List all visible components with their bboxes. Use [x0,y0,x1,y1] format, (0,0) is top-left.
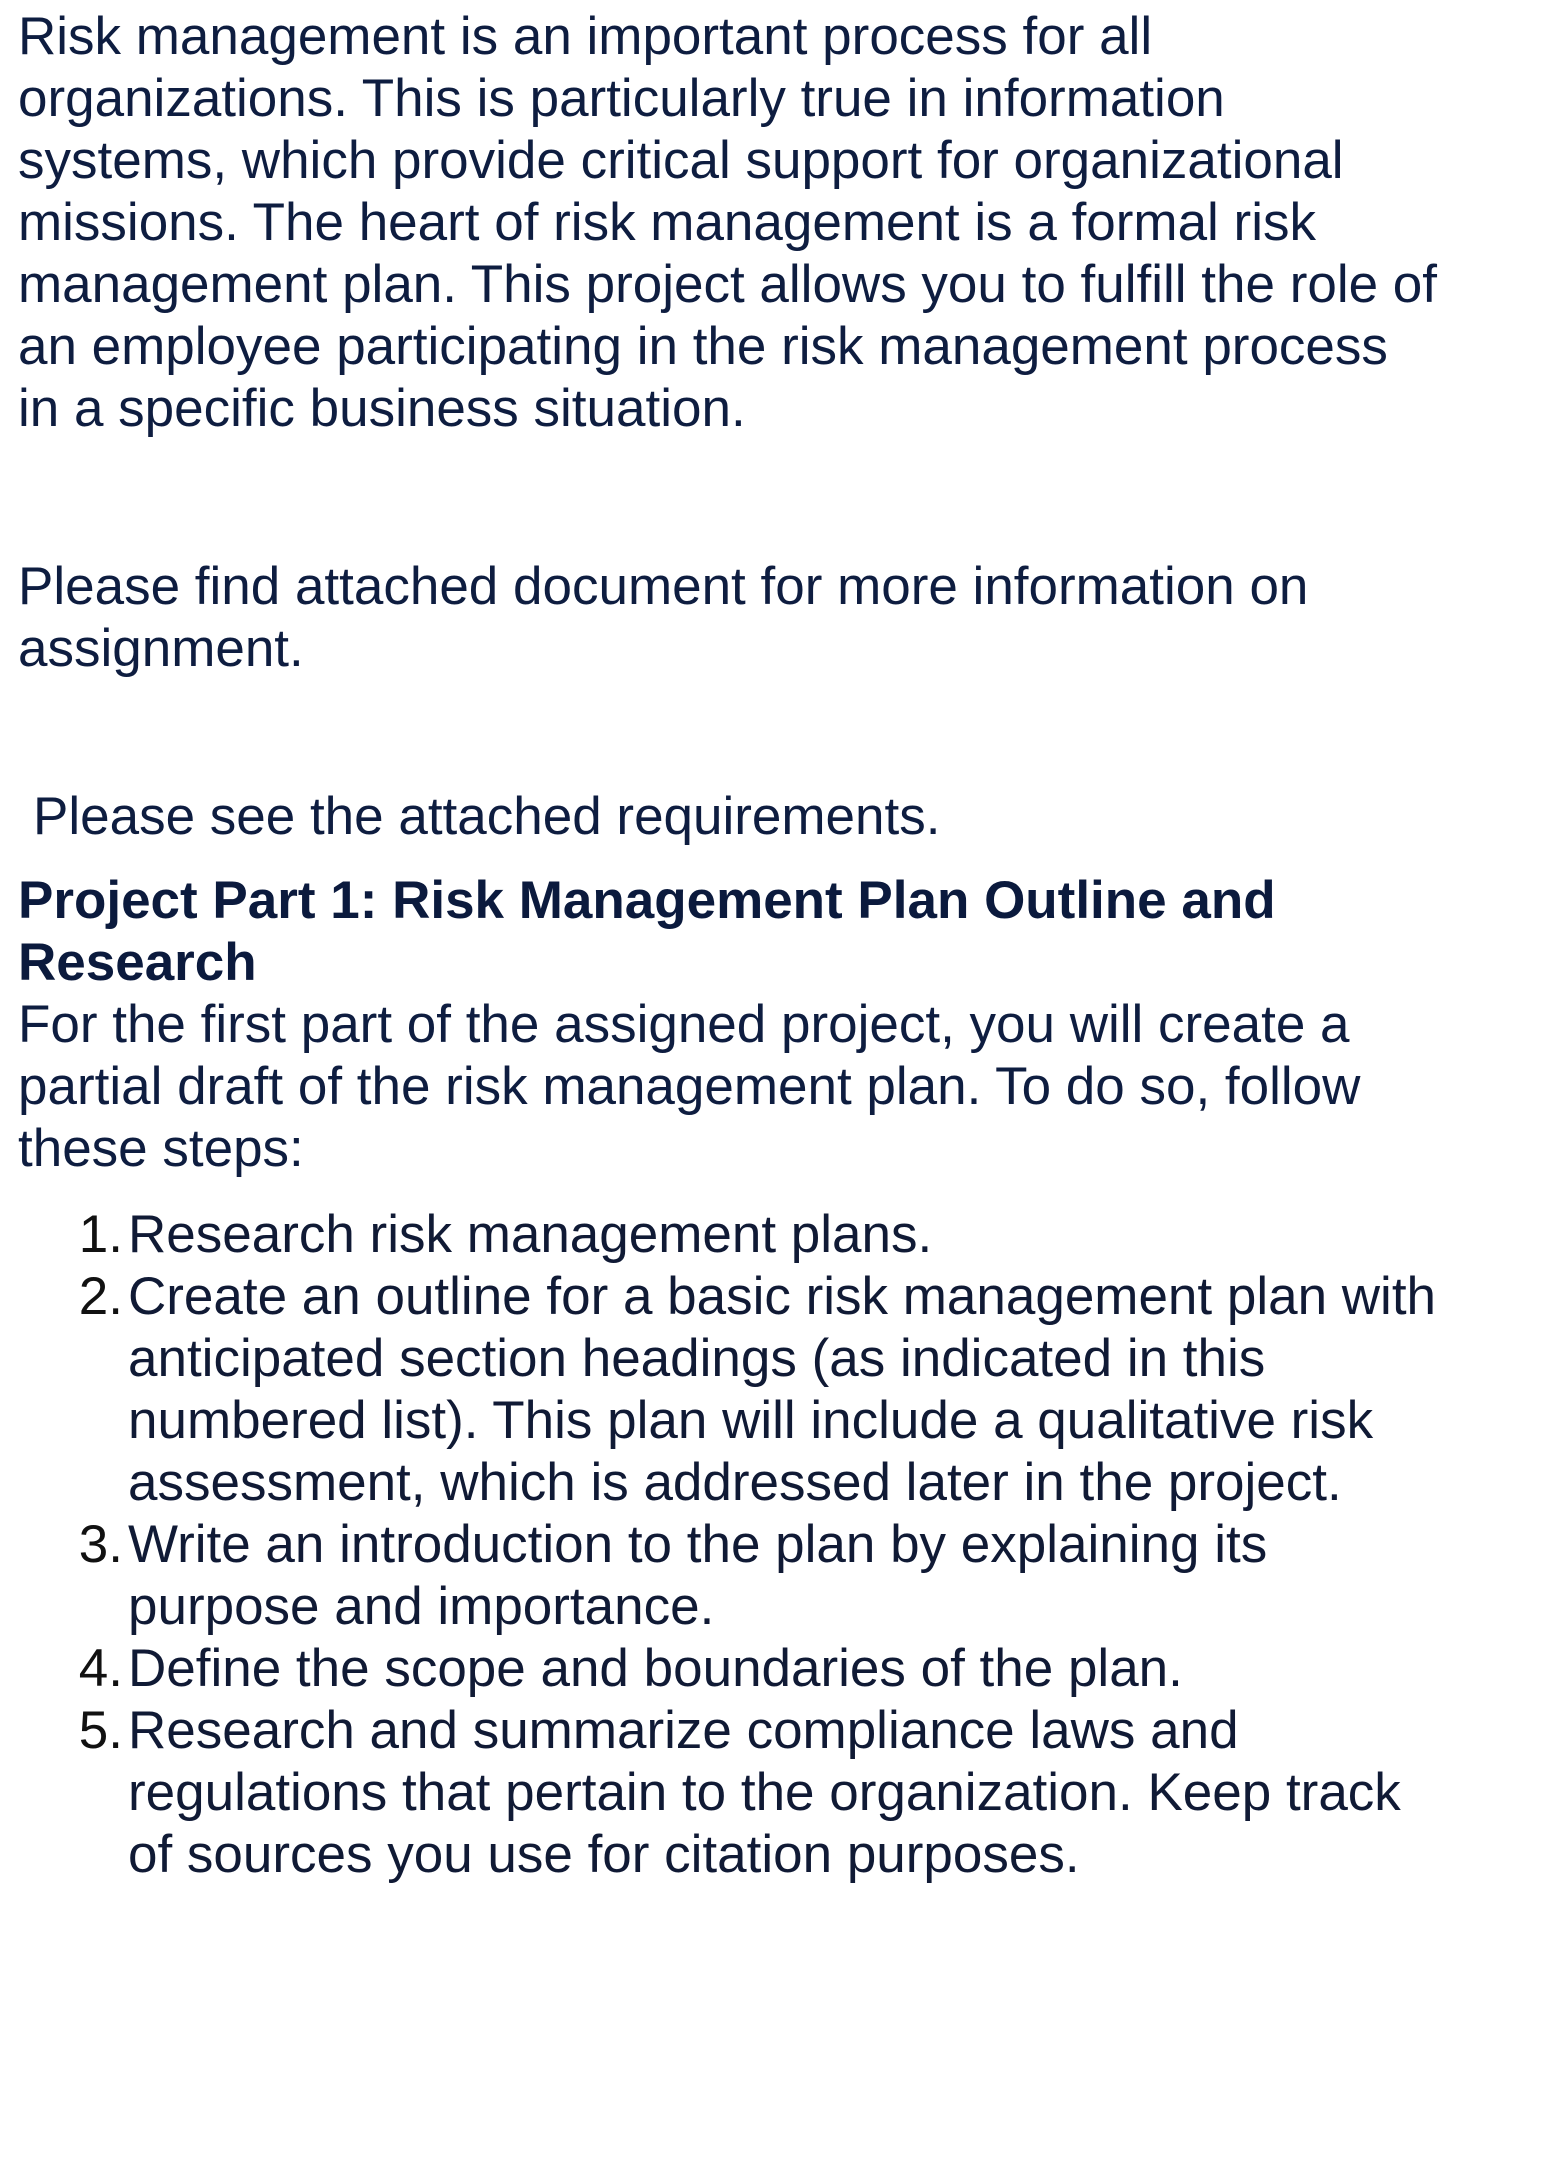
section-heading: Project Part 1: Risk Management Plan Outline and Research [18,871,1276,992]
list-item [18,1204,1438,1266]
intro-paragraph: Risk management is an important process for all organizations. This is particularly true in information systems, which provide critical support for organizational missions. The heart of risk management is a formal risk management plan. This project allows you to fulfill the role of an employee participating in the risk management process in a specific business situation. [18,7,1437,438]
section-intro-paragraph: For the first part of the assigned project, you will create a partial draft of the risk management plan. To do so, follow these steps: [18,995,1361,1178]
steps-list [18,1204,1438,1886]
requirements-note: Please see the attached requirements. [33,787,941,846]
list-item-number: 5. [78,1701,123,1760]
list-item-text: Write an introduction to the plan by explaining its purpose and importance. [128,1515,1268,1636]
list-item-number: 4. [78,1639,123,1698]
list-item-text: Research risk management plans. [128,1205,933,1264]
list-item-text: Define the scope and boundaries of the plan. [128,1639,1183,1698]
list-item-text: Create an outline for a basic risk management plan with anticipated section headings (as indicated in this numbered list). This plan will include a qualitative risk assessment, which is addressed later in the project. [128,1267,1437,1512]
document-page [18,0,1438,1886]
list-item-number: 2. [78,1267,123,1326]
list-item-number: 1. [78,1205,123,1264]
list-item [18,1638,1438,1700]
list-item [18,1700,1438,1886]
list-item-number: 3. [78,1515,123,1574]
list-item-text: Research and summarize compliance laws and regulations that pertain to the organization. Keep track of sources you use for citation purposes. [128,1701,1401,1884]
attached-document-note: Please find attached document for more information on assignment. [18,557,1309,678]
list-item [18,1514,1438,1638]
list-item [18,1266,1438,1514]
